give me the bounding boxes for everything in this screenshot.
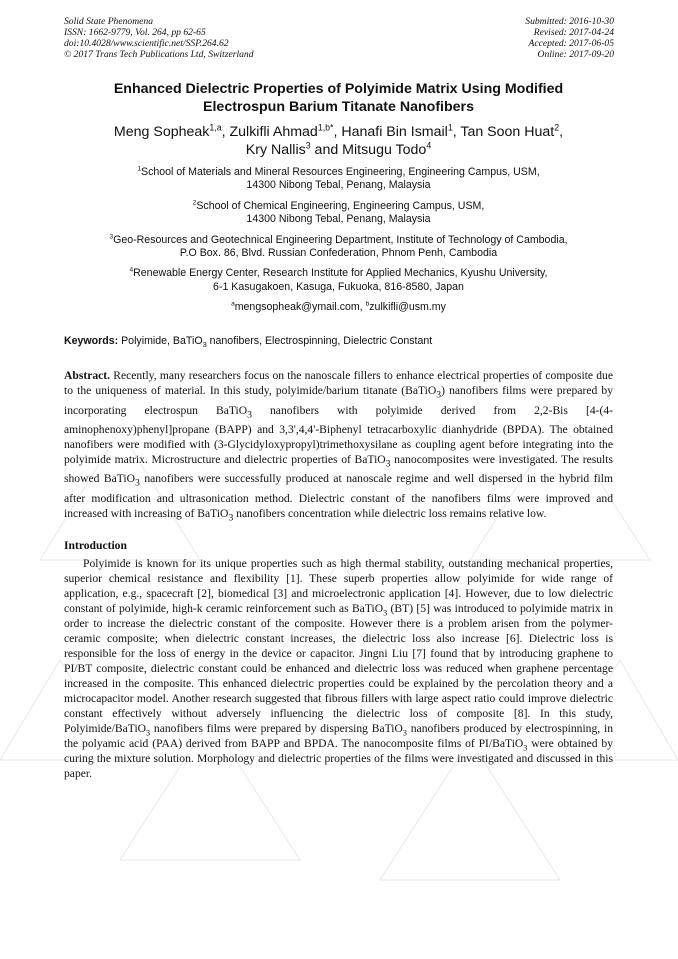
abstract-text: ) nanofibers films were prepared by incorporating electrospun BaTiO <box>64 384 613 417</box>
affiliation-line: School of Materials and Mineral Resources Engineering, Engineering Campus, USM, <box>141 166 540 178</box>
abstract-text: nanofibers with polyimide derived from 2,2-Bis [4-(4-aminophenoxy)phenyl]propane (BAPP) and 3,3',4,4'-Biphenyl tetracarboxylic dianhydride (BPDA). The obtained nanofibers were modified with (3-Glycidyloxypropyl)trimethoxysilane as coupling agent before integrating into the polyimide matrix. Microstructure and dielectric properties of BaTiO <box>64 403 613 466</box>
email-link[interactable]: zulkifli@usm.my <box>369 301 446 314</box>
author-affiliation-mark: 3 <box>305 140 311 151</box>
author-separator: and <box>310 142 343 158</box>
affiliation <box>64 234 613 261</box>
author-name: Tan Soon Huat <box>460 124 555 140</box>
abstract-label: Abstract. <box>64 369 111 383</box>
author-separator: , <box>452 124 461 140</box>
revised-date: Revised: 2017-04-24 <box>533 27 614 38</box>
affiliation-line: 14300 Nibong Tebal, Penang, Malaysia <box>246 213 431 226</box>
body-text: nanofibers films were prepared by dispersing BaTiO <box>150 721 403 735</box>
author-affiliation-mark: 1,a <box>209 122 222 133</box>
author-affiliation-mark: 4 <box>426 140 432 151</box>
affiliation-line: Geo-Resources and Geotechnical Engineering Department, Institute of Technology of Cambodia, <box>113 233 568 246</box>
subscript: 3 <box>146 728 151 738</box>
email-mark: a <box>231 300 235 308</box>
introduction-paragraph <box>64 556 613 781</box>
abstract-text: nanofibers concentration while dielectric loss remains relative low. <box>233 506 547 520</box>
author-name: Zulkifli Ahmad <box>229 124 318 140</box>
subscript: 3 <box>523 743 528 753</box>
subscript: 3 <box>135 477 140 489</box>
email-mark: b <box>365 300 370 308</box>
author-name: Kry Nallis <box>245 142 306 158</box>
subscript: 3 <box>202 340 207 350</box>
author-separator: , <box>221 124 230 140</box>
affiliation-mark: 3 <box>109 233 114 241</box>
online-date: Online: 2017-09-20 <box>537 49 614 60</box>
keywords-label: Keywords: <box>64 335 119 348</box>
affiliation-line: P.O Box. 86, Blvd. Russian Confederation, Phnom Penh, Cambodia <box>179 247 498 260</box>
author-separator: , <box>333 124 342 140</box>
author-name: Mitsugu Todo <box>342 142 427 158</box>
abstract-text: Recently, many researchers focus on the nanoscale fillers to enhance electrical properties of composite due to the uniqueness of material. In this study, polyimide/barium titanate (BaTiO <box>64 369 613 398</box>
paper-title <box>64 80 613 116</box>
body-text: Polyimide is known for its unique properties such as high thermal stability, outstanding mechanical properties, superior chemical resistance and flexibility [1]. These superb properties allow polyimide for wide range of application, e.g., spacecraft [2], biomedical [3] and microelectronic application [4]. However, due to low dielectric constant of polyimide, high-k ceramic reinforcement such as BaTiO <box>64 556 613 615</box>
author-name: Hanafi Bin Ismail <box>341 124 448 140</box>
journal-name: Solid State Phenomena <box>64 16 153 27</box>
copyright: © 2017 Trans Tech Publications Ltd, Switzerland <box>64 49 254 60</box>
journal-info <box>64 16 254 60</box>
affiliation-line: Renewable Energy Center, Research Institute for Applied Mechanics, Kyushu University, <box>133 267 548 280</box>
author-affiliation-mark: 1,b* <box>317 122 334 133</box>
contact-emails <box>64 301 613 313</box>
author-list <box>64 123 613 159</box>
affiliation-line: 14300 Nibong Tebal, Penang, Malaysia <box>246 179 431 192</box>
affiliation-line: 6-1 Kasugakoen, Kasuga, Fukuoka, 816-8580, Japan <box>213 280 464 293</box>
title-line-1: Enhanced Dielectric Properties of Polyimide Matrix Using Modified <box>113 81 564 97</box>
introduction-heading: Introduction <box>64 538 127 552</box>
affiliation-mark: 2 <box>192 199 197 207</box>
body-text: were obtained by curing the mixture solution. Morphology and dielectric properties of the films were investigated and discussed in this paper. <box>64 736 613 780</box>
abstract-text: nanofibers were successfully produced at nanoscale regime and well dispersed in the hybrid film after modification and ultrasonication method. Dielectric constant of the nanofibers films were improved and increased with increasing of BaTiO <box>64 472 613 520</box>
affiliation <box>64 166 613 193</box>
body-text: nanofibers produced by electrospinning, in the polyamic acid (PAA) derived from BAPP and BPDA. The nanocomposite films of PI/BaTiO <box>64 721 613 750</box>
keywords-text: Polyimide, BaTiO <box>118 335 203 348</box>
body-text: (BT) [5] was introduced to polyimide matrix in order to increase the dielectric constant of the composite. However there is a problem arisen from the polymer-ceramic composite; when dielectric constant increases, the dielectric loss also increase [6]. Dielectric loss is responsible for the loss of energy in the device or capacitor. Jingni Liu [7] found that by introducing graphene to PI/BT composite, dielectric constant could be enhanced and dielectric loss was reduced when graphene percentage increased in the composite. This enhanced dielectric properties could be explained by the percolation theory and a microcapacitor model. Another research suggested that fibrous fillers with large aspect ratio could improve dielectric constant effectively without adversely influencing the dielectric loss of composite [8]. In this study, Polyimide/BaTiO <box>64 601 613 735</box>
keywords-text: nanofibers, Electrospinning, Dielectric Constant <box>206 335 433 348</box>
author-separator: , <box>559 124 564 140</box>
author-affiliation-mark: 2 <box>554 122 560 133</box>
title-line-2: Electrospun Barium Titanate Nanofibers <box>203 99 474 115</box>
affiliation-mark: 4 <box>129 266 134 274</box>
subscript: 3 <box>247 408 252 420</box>
author-affiliation-mark: 1 <box>447 122 453 133</box>
issn: ISSN: 1662-9779, Vol. 264, pp 62-65 <box>64 27 206 38</box>
subscript: 3 <box>385 458 391 470</box>
affiliation-line: School of Chemical Engineering, Engineering Campus, USM, <box>196 199 485 212</box>
doi: doi:10.4028/www.scientific.net/SSP.264.62 <box>64 38 229 49</box>
subscript: 3 <box>436 389 442 401</box>
keywords <box>64 335 613 350</box>
subscript: 3 <box>402 728 407 738</box>
publication-dates <box>525 16 614 60</box>
accepted-date: Accepted: 2017-06-05 <box>528 38 614 49</box>
paper-content <box>64 80 613 781</box>
affiliation <box>64 200 613 227</box>
abstract <box>64 368 613 525</box>
abstract-text: nanocomposites were investigated. The results showed BaTiO <box>64 452 613 486</box>
submitted-date: Submitted: 2016-10-30 <box>525 16 614 27</box>
author-name: Meng Sopheak <box>113 124 210 140</box>
email-link[interactable]: mengsopheak@ymail.com, <box>234 301 366 314</box>
affiliation <box>64 267 613 294</box>
affiliation-mark: 1 <box>137 165 141 173</box>
subscript: 3 <box>383 608 388 618</box>
subscript: 3 <box>228 511 234 523</box>
